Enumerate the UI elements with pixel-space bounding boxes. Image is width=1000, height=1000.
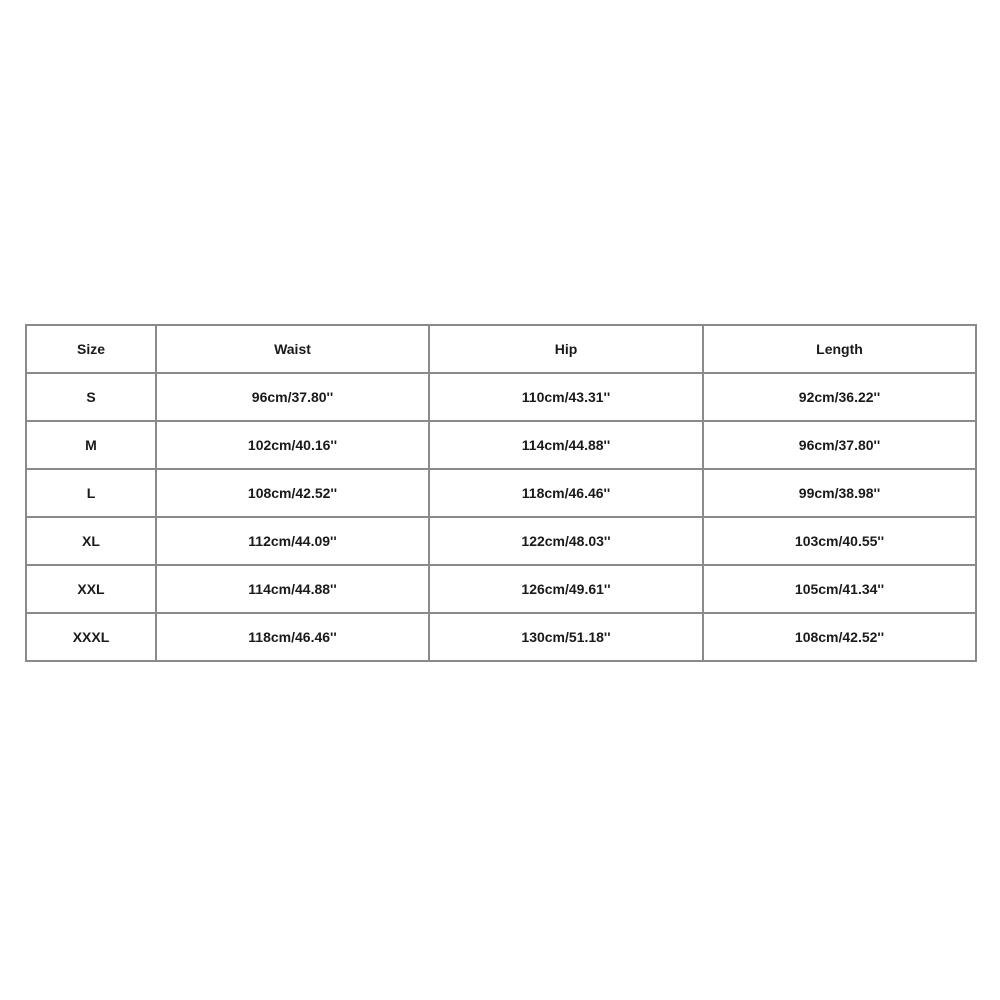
table-row [26, 565, 976, 613]
cell-size: XXL [26, 565, 156, 613]
table-header-row [26, 325, 976, 373]
cell-size: S [26, 373, 156, 421]
cell-length: 103cm/40.55'' [703, 517, 976, 565]
cell-size: XXXL [26, 613, 156, 661]
cell-hip: 118cm/46.46'' [429, 469, 703, 517]
cell-waist: 112cm/44.09'' [156, 517, 429, 565]
cell-hip: 122cm/48.03'' [429, 517, 703, 565]
cell-length: 108cm/42.52'' [703, 613, 976, 661]
table-row [26, 469, 976, 517]
header-hip: Hip [429, 325, 703, 373]
cell-length: 105cm/41.34'' [703, 565, 976, 613]
cell-hip: 126cm/49.61'' [429, 565, 703, 613]
table-row [26, 517, 976, 565]
cell-waist: 108cm/42.52'' [156, 469, 429, 517]
size-chart-table [25, 324, 977, 662]
cell-waist: 102cm/40.16'' [156, 421, 429, 469]
header-size: Size [26, 325, 156, 373]
cell-length: 99cm/38.98'' [703, 469, 976, 517]
header-waist: Waist [156, 325, 429, 373]
table-row [26, 421, 976, 469]
cell-waist: 114cm/44.88'' [156, 565, 429, 613]
header-length: Length [703, 325, 976, 373]
cell-hip: 130cm/51.18'' [429, 613, 703, 661]
cell-waist: 96cm/37.80'' [156, 373, 429, 421]
table-row [26, 373, 976, 421]
cell-length: 92cm/36.22'' [703, 373, 976, 421]
cell-hip: 110cm/43.31'' [429, 373, 703, 421]
table-row [26, 613, 976, 661]
cell-waist: 118cm/46.46'' [156, 613, 429, 661]
cell-size: M [26, 421, 156, 469]
cell-size: L [26, 469, 156, 517]
cell-length: 96cm/37.80'' [703, 421, 976, 469]
cell-hip: 114cm/44.88'' [429, 421, 703, 469]
cell-size: XL [26, 517, 156, 565]
